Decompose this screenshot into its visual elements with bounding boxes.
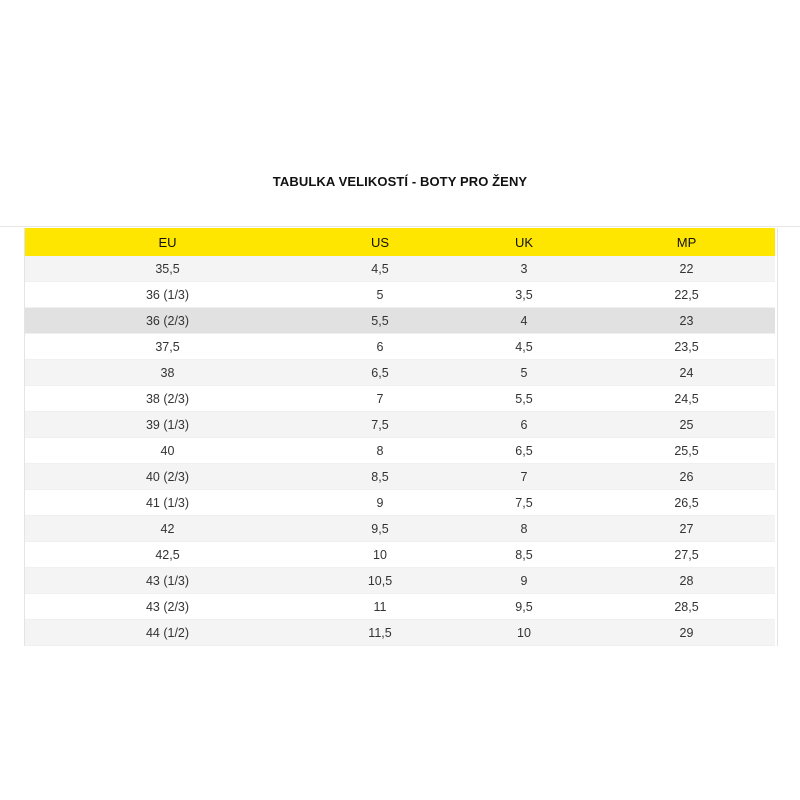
- table-row: [25, 516, 775, 542]
- table-cell-us: 10: [310, 542, 450, 568]
- table-cell-eu: 40 (2/3): [25, 464, 310, 490]
- table-cell-eu: 42,5: [25, 542, 310, 568]
- table-cell-mp: 25: [598, 412, 775, 438]
- table-cell-eu: 41 (1/3): [25, 490, 310, 516]
- table-cell-uk: 9,5: [450, 594, 598, 620]
- table-row: [25, 412, 775, 438]
- table-cell-mp: 26: [598, 464, 775, 490]
- table-cell-uk: 7: [450, 464, 598, 490]
- table-cell-eu: 42: [25, 516, 310, 542]
- table-cell-uk: 5: [450, 360, 598, 386]
- page-title: TABULKA VELIKOSTÍ - BOTY PRO ŽENY: [272, 174, 528, 189]
- table-cell-mp: 26,5: [598, 490, 775, 516]
- table-cell-mp: 24,5: [598, 386, 775, 412]
- table-cell-us: 6,5: [310, 360, 450, 386]
- table-cell-uk: 4,5: [450, 334, 598, 360]
- table-row: [25, 620, 775, 646]
- table-cell-uk: 8,5: [450, 542, 598, 568]
- table-cell-eu: 39 (1/3): [25, 412, 310, 438]
- table-row: [25, 386, 775, 412]
- column-header-eu: EU: [25, 228, 310, 256]
- table-row: [25, 282, 775, 308]
- table-cell-eu: 35,5: [25, 256, 310, 282]
- table-header-row: [25, 228, 775, 256]
- table-row: [25, 308, 775, 334]
- table-row: [25, 568, 775, 594]
- table-row: [25, 490, 775, 516]
- table-cell-eu: 38: [25, 360, 310, 386]
- table-cell-uk: 6: [450, 412, 598, 438]
- table-cell-mp: 27,5: [598, 542, 775, 568]
- table-cell-uk: 9: [450, 568, 598, 594]
- table-cell-mp: 28: [598, 568, 775, 594]
- table-cell-mp: 29: [598, 620, 775, 646]
- table-cell-mp: 22: [598, 256, 775, 282]
- divider: [0, 226, 800, 227]
- table-cell-uk: 3: [450, 256, 598, 282]
- table-cell-uk: 5,5: [450, 386, 598, 412]
- table-cell-us: 8: [310, 438, 450, 464]
- table-cell-us: 11: [310, 594, 450, 620]
- table-cell-us: 6: [310, 334, 450, 360]
- column-header-mp: MP: [598, 228, 775, 256]
- table-row: [25, 360, 775, 386]
- size-table: [25, 228, 775, 646]
- table-cell-uk: 10: [450, 620, 598, 646]
- table-cell-eu: 37,5: [25, 334, 310, 360]
- table-cell-uk: 6,5: [450, 438, 598, 464]
- table-cell-uk: 3,5: [450, 282, 598, 308]
- table-cell-eu: 43 (1/3): [25, 568, 310, 594]
- table-cell-eu: 36 (1/3): [25, 282, 310, 308]
- table-row: [25, 464, 775, 490]
- table-cell-us: 9,5: [310, 516, 450, 542]
- table-row: [25, 594, 775, 620]
- table-header: [25, 228, 775, 256]
- table-cell-eu: 40: [25, 438, 310, 464]
- column-header-us: US: [310, 228, 450, 256]
- size-table-container: [24, 228, 778, 646]
- table-cell-eu: 38 (2/3): [25, 386, 310, 412]
- table-cell-us: 5,5: [310, 308, 450, 334]
- table-cell-mp: 28,5: [598, 594, 775, 620]
- table-row: [25, 438, 775, 464]
- table-cell-mp: 23: [598, 308, 775, 334]
- table-cell-mp: 27: [598, 516, 775, 542]
- column-header-uk: UK: [450, 228, 598, 256]
- table-cell-us: 7: [310, 386, 450, 412]
- table-row: [25, 334, 775, 360]
- table-cell-us: 11,5: [310, 620, 450, 646]
- table-cell-us: 9: [310, 490, 450, 516]
- table-cell-mp: 24: [598, 360, 775, 386]
- table-cell-us: 10,5: [310, 568, 450, 594]
- table-cell-eu: 36 (2/3): [25, 308, 310, 334]
- table-cell-us: 7,5: [310, 412, 450, 438]
- table-cell-mp: 23,5: [598, 334, 775, 360]
- table-body: [25, 256, 775, 646]
- table-cell-uk: 7,5: [450, 490, 598, 516]
- table-cell-us: 5: [310, 282, 450, 308]
- table-cell-eu: 44 (1/2): [25, 620, 310, 646]
- table-cell-eu: 43 (2/3): [25, 594, 310, 620]
- table-cell-us: 4,5: [310, 256, 450, 282]
- table-row: [25, 256, 775, 282]
- table-cell-uk: 4: [450, 308, 598, 334]
- table-cell-mp: 22,5: [598, 282, 775, 308]
- table-cell-uk: 8: [450, 516, 598, 542]
- table-row: [25, 542, 775, 568]
- table-cell-mp: 25,5: [598, 438, 775, 464]
- table-cell-us: 8,5: [310, 464, 450, 490]
